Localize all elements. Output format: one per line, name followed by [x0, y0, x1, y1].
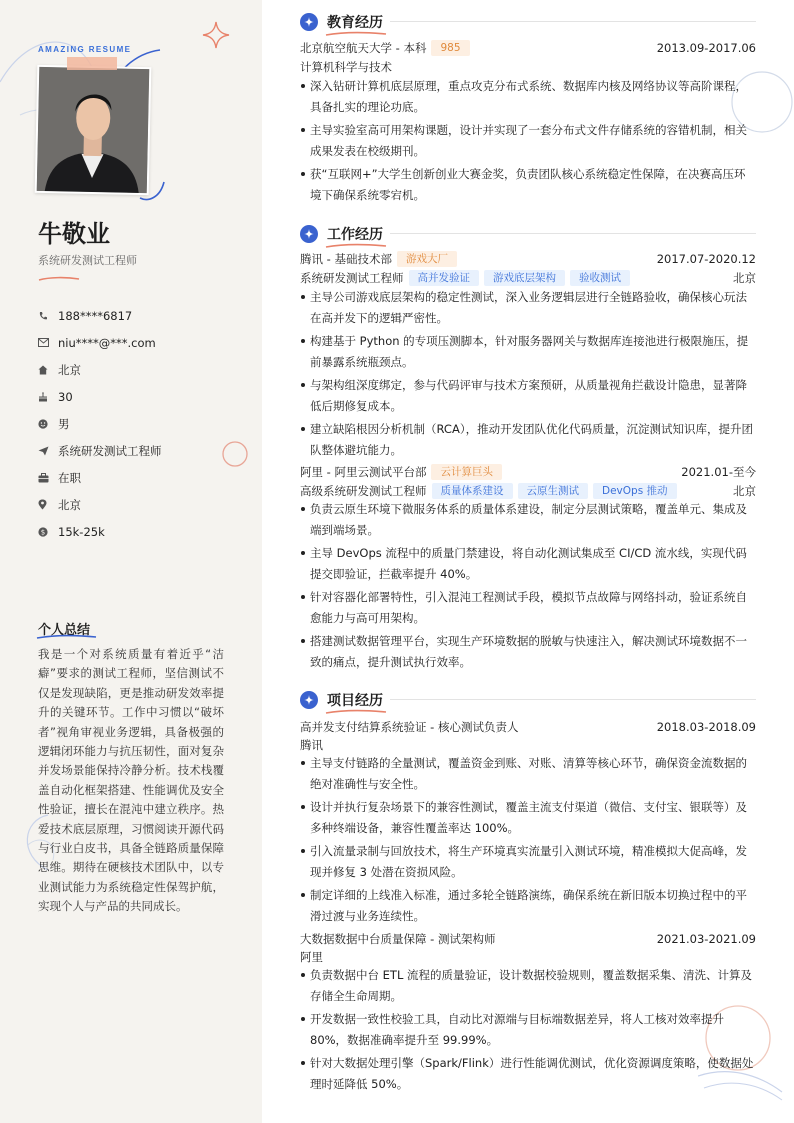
job-period: 2017.07-2020.12: [656, 252, 756, 266]
job-role-row: [300, 269, 756, 287]
projects-title-text: 项目经历: [327, 693, 383, 709]
job-skill-tag: DevOps 推动: [593, 483, 677, 499]
job-row: [300, 250, 756, 268]
contact-gender-text: 男: [58, 416, 70, 431]
list-item: 负责云原生环境下微服务体系的质量体系建设，制定分层测试策略，覆盖单元、集成及端到端场景。: [300, 499, 756, 541]
home-icon: [38, 365, 58, 375]
contact-age-text: 30: [58, 389, 73, 404]
list-item: 获“互联网+”大学生创新创业大赛金奖，负责团队核心系统稳定性保障，在决赛高压环境下确保系统零宕机。: [300, 164, 756, 206]
job-company-tag: 游戏大厂: [397, 251, 457, 267]
phone-icon: [38, 311, 58, 321]
list-item: 建立缺陷根因分析机制（RCA），推动开发团队优化代码质量，沉淀测试知识库，提升团队整体避坑能力。: [300, 419, 756, 461]
list-item: 针对大数据处理引擎（Spark/Flink）进行性能调优测试，优化资源调度策略，使数据处理时延降低 50%。: [300, 1053, 756, 1095]
contact-email: [38, 329, 162, 356]
decoration-circle: [220, 440, 250, 470]
education-row: [300, 39, 756, 57]
project-row: [300, 930, 756, 948]
job-skill-tag: 高并发验证: [409, 270, 480, 286]
work-divider: [390, 233, 756, 234]
work-title-underline: [325, 243, 387, 250]
name-underline: [38, 276, 80, 282]
education-period: 2013.09-2017.06: [656, 41, 756, 55]
projects-title-underline: [325, 709, 387, 716]
email-icon: [38, 338, 58, 347]
list-item: 制定详细的上线准入标准，通过多轮全链路演练，确保系统在新旧版本切换过程中的平滑过渡与业务连续性。: [300, 885, 756, 927]
contact-position: [38, 437, 162, 464]
candidate-title: 系统研发测试工程师: [38, 254, 137, 267]
job-bullets: [300, 287, 756, 463]
project-company: 腾讯: [300, 738, 323, 752]
list-item: 主导 DevOps 流程中的质量门禁建设，将自动化测试集成至 CI/CD 流水线，实现代码提交即验证，拦截率提升 40%。: [300, 543, 756, 585]
job-skill-tag: 质量体系建设: [432, 483, 513, 499]
contact-email-text: niu****@***.com: [58, 335, 156, 350]
smile-icon: [38, 419, 58, 429]
contact-home-text: 北京: [58, 362, 81, 377]
project-company-row: [300, 948, 756, 966]
send-icon: [38, 446, 58, 456]
list-item: 主导支付链路的全量测试，覆盖资金到账、对账、清算等核心环节，确保资金流数据的绝对准确性与安全性。: [300, 753, 756, 795]
job-row: [300, 463, 756, 481]
contact-status-text: 在职: [58, 470, 81, 485]
list-item: 引入流量录制与回放技术，将生产环境真实流量引入测试环境，精准模拟大促高峰，发现并修复 3 处潜在资损风险。: [300, 841, 756, 883]
list-item: 设计并执行复杂场景下的兼容性测试，覆盖主流支付渠道（微信、支付宝、银联等）及多种终端设备，兼容性覆盖率达 100%。: [300, 797, 756, 839]
job-bullets: [300, 499, 756, 675]
project-bullets: [300, 965, 756, 1097]
job-role: 系统研发测试工程师: [300, 271, 404, 285]
contact-location: [38, 491, 162, 518]
job-city: 北京: [733, 484, 756, 498]
work-title-text: 工作经历: [327, 227, 383, 243]
project-company: 阿里: [300, 950, 323, 964]
svg-text:$: $: [40, 527, 46, 536]
summary-underline: [36, 633, 98, 641]
contact-gender: [38, 410, 162, 437]
contact-age: [38, 383, 162, 410]
education-tag: 985: [431, 40, 469, 56]
education-heading: [300, 12, 383, 32]
list-item: 负责数据中台 ETL 流程的质量验证，设计数据校验规则，覆盖数据采集、清洗、计算及存储全生命周期。: [300, 965, 756, 1007]
list-item: 主导公司游戏底层架构的稳定性测试，深入业务逻辑层进行全链路验收，确保核心玩法在高并发下的逻辑严密性。: [300, 287, 756, 329]
sparkle-icon: [300, 225, 318, 243]
contact-phone: [38, 302, 162, 329]
contact-location-text: 北京: [58, 497, 81, 512]
list-item: 开发数据一致性校验工具，自动比对源端与目标端数据差异，将人工核对效率提升 80%，数据准确率提升至 99.99%。: [300, 1009, 756, 1051]
contact-status: [38, 464, 162, 491]
education-major-row: [300, 58, 756, 76]
job-city: 北京: [733, 271, 756, 285]
project-company-row: [300, 736, 756, 754]
job-role: 高级系统研发测试工程师: [300, 484, 427, 498]
list-item: 主导实验室高可用架构课题，设计并实现了一套分布式文件存储系统的容错机制，相关成果发表在校级期刊。: [300, 120, 756, 162]
profile-photo: [35, 65, 152, 195]
job-skill-tag: 验收测试: [570, 270, 630, 286]
education-school: 北京航空航天大学 - 本科: [300, 41, 427, 55]
projects-title: [327, 690, 383, 710]
project-bullets: [300, 753, 756, 929]
contact-home: [38, 356, 162, 383]
education-title-underline: [325, 31, 387, 38]
projects-heading: [300, 690, 383, 710]
summary-text: 我是一个对系统质量有着近乎“洁癖”要求的测试工程师，坚信测试不仅是发现缺陷，更是推动研发效率提升的关键环节。工作中习惯以“破坏者”视角审视业务逻辑，具备极强的逻辑闭环能力与抗压韧性，面对复杂并发场景能保持冷静分析。技术栈覆盖自动化框架搭建、性能调优及安全性验证，擅长在混沌中建立秩序。热爱技术底层原理，习惯阅读开源代码与行业白皮书，具备全链路质量保障思维。期待在硬核技术团队中，以专业测试能力为系统稳定性保驾护航，实现个人与产品的共同成长。: [38, 647, 224, 914]
job-role-row: [300, 482, 756, 500]
job-company-tag: 云计算巨头: [431, 464, 502, 480]
education-title-text: 教育经历: [327, 15, 383, 31]
main-content: [262, 0, 794, 1123]
sparkle-icon: [300, 13, 318, 31]
contact-salary-text: 15k-25k: [58, 524, 105, 539]
job-skill-tag: 云原生测试: [518, 483, 589, 499]
job-period: 2021.01-至今: [681, 465, 756, 479]
sparkle-icon: [300, 691, 318, 709]
project-name: 高并发支付结算系统验证 - 核心测试负责人: [300, 720, 519, 734]
portrait-image: [37, 67, 150, 193]
contact-list: [38, 302, 162, 545]
education-bullets: [300, 76, 756, 208]
project-period: 2021.03-2021.09: [656, 932, 756, 946]
education-divider: [390, 21, 756, 22]
project-row: [300, 718, 756, 736]
photo-tape: [67, 57, 117, 70]
project-period: 2018.03-2018.09: [656, 720, 756, 734]
location-pin-icon: [38, 499, 58, 510]
contact-salary: [38, 518, 162, 545]
list-item: 搭建测试数据管理平台，实现生产环境数据的脱敏与快速注入，解决测试环境数据不一致的痛点，提升测试执行效率。: [300, 631, 756, 673]
list-item: 与架构组深度绑定，参与代码评审与技术方案预研，从质量视角拦截设计隐患，显著降低后期修复成本。: [300, 375, 756, 417]
cake-icon: [38, 392, 58, 402]
projects-divider: [390, 699, 756, 700]
sidebar: [0, 0, 262, 1123]
work-title: [327, 224, 383, 244]
job-company: 腾讯 - 基础技术部: [300, 252, 392, 266]
contact-position-text: 系统研发测试工程师: [58, 443, 162, 458]
education-major: 计算机科学与技术: [300, 60, 392, 74]
star-icon: [201, 20, 231, 50]
salary-icon: [38, 527, 58, 537]
work-heading: [300, 224, 383, 244]
project-name: 大数据数据中台质量保障 - 测试架构师: [300, 932, 496, 946]
contact-phone-text: 188****6817: [58, 308, 133, 323]
resume-tagline: AMAZING RESUME: [38, 45, 132, 54]
list-item: 针对容器化部署特性，引入混沌工程测试手段，模拟节点故障与网络抖动，验证系统自愈能力与高可用架构。: [300, 587, 756, 629]
job-company: 阿里 - 阿里云测试平台部: [300, 465, 427, 479]
education-title: [327, 12, 383, 32]
summary-heading: 个人总结: [38, 623, 91, 638]
list-item: 深入钻研计算机底层原理，重点攻克分布式系统、数据库内核及网络协议等高阶课程，具备扎实的理论功底。: [300, 76, 756, 118]
briefcase-icon: [38, 473, 58, 483]
candidate-name: 牛敬业: [38, 220, 110, 248]
list-item: 构建基于 Python 的专项压测脚本，针对服务器网关与数据库连接池进行极限施压，提前暴露系统瓶颈点。: [300, 331, 756, 373]
job-skill-tag: 游戏底层架构: [484, 270, 565, 286]
